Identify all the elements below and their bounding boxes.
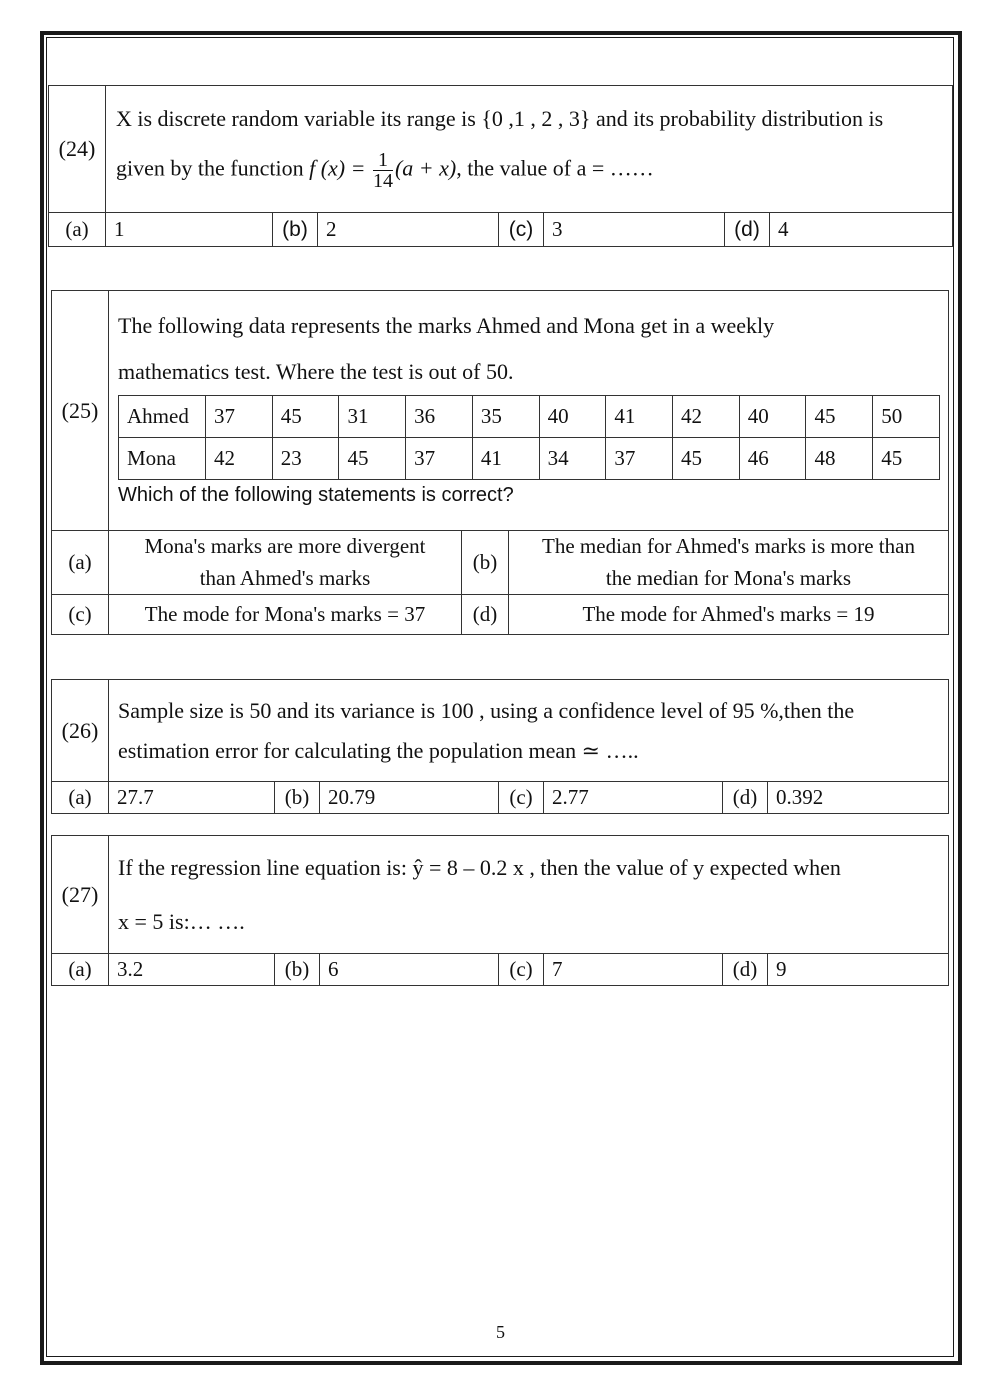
question-number: (25) [52, 291, 109, 531]
option-d-value[interactable]: 4 [770, 213, 953, 247]
option-b-value[interactable]: 20.79 [320, 782, 499, 814]
option-b-letter: (b) [462, 531, 509, 595]
cell: 50 [873, 395, 940, 437]
fraction [373, 150, 393, 191]
option-c-value[interactable]: 3 [544, 213, 725, 247]
cell: 45 [339, 437, 406, 479]
option-d-value[interactable]: 9 [768, 954, 949, 986]
option-b-line-2: the median for Mona's marks [605, 565, 852, 590]
cell: 37 [606, 437, 673, 479]
question-line-2: estimation error for calculating the population mean ≃ ….. [118, 737, 639, 763]
question-25 [51, 290, 949, 635]
cell: 45 [272, 395, 339, 437]
page-number: 5 [496, 1322, 505, 1342]
option-a-value[interactable] [109, 531, 462, 595]
question-prompt: Which of the following statements is correct? [118, 483, 514, 506]
question-line-1: X is discrete random variable its range is {0 ,1 , 2 , 3} and its probability distribution is [116, 105, 884, 131]
fraction-denominator: 14 [372, 169, 393, 192]
question-body [109, 291, 949, 531]
cell: 45 [873, 437, 940, 479]
question-27 [51, 835, 949, 986]
question-line-1: The following data represents the marks Ahmed and Mona get in a weekly [118, 312, 775, 338]
option-d-value[interactable]: The mode for Ahmed's marks = 19 [509, 595, 949, 635]
option-c-value[interactable]: 7 [544, 954, 723, 986]
question-line-2: x = 5 is:… …. [118, 908, 245, 934]
option-a-letter: (a) [52, 954, 109, 986]
question-number: (26) [52, 680, 109, 782]
option-d-letter: (d) [723, 782, 768, 814]
table-row-mona [119, 437, 940, 479]
cell: 36 [406, 395, 473, 437]
option-a-value[interactable]: 27.7 [109, 782, 275, 814]
cell: 42 [673, 395, 740, 437]
option-a-letter: (a) [52, 782, 109, 814]
option-c-letter: (c) [499, 782, 544, 814]
option-c-value[interactable]: The mode for Mona's marks = 37 [109, 595, 462, 635]
option-b-letter: (b) [273, 213, 318, 247]
option-b-line-1: The median for Ahmed's marks is more than [542, 534, 915, 558]
function-rhs: (a + x) [394, 155, 457, 181]
option-a-value[interactable]: 1 [106, 213, 273, 247]
question-number: (24) [49, 86, 106, 213]
row-label: Mona [119, 437, 206, 479]
option-d-letter: (d) [462, 595, 509, 635]
table-row-ahmed [119, 395, 940, 437]
cell: 46 [739, 437, 806, 479]
option-a-line-2: than Ahmed's marks [199, 565, 371, 590]
cell: 45 [806, 395, 873, 437]
question-line-2 [116, 150, 952, 191]
row-label: Ahmed [119, 395, 206, 437]
option-b-value[interactable]: 2 [318, 213, 499, 247]
cell: 45 [673, 437, 740, 479]
option-b-value[interactable]: 6 [320, 954, 499, 986]
question-lead: given by the function [116, 155, 310, 181]
option-b-letter: (b) [275, 782, 320, 814]
question-text [109, 836, 949, 954]
cell: 31 [339, 395, 406, 437]
question-line-1: If the regression line equation is: ŷ = 8 – 0.2 x , then the value of y expected when [118, 854, 841, 880]
option-a-letter: (a) [52, 531, 109, 595]
cell: 35 [472, 395, 539, 437]
question-tail: , the value of a = …… [456, 155, 654, 181]
cell: 37 [206, 395, 273, 437]
option-d-value[interactable]: 0.392 [768, 782, 949, 814]
question-line-1: Sample size is 50 and its variance is 100 , using a confidence level of 95 %,then the [118, 697, 855, 723]
option-a-line-1: Mona's marks are more divergent [144, 534, 426, 558]
question-24 [48, 85, 953, 247]
option-a-value[interactable]: 3.2 [109, 954, 275, 986]
option-b-value[interactable] [509, 531, 949, 595]
option-d-letter: (d) [725, 213, 770, 247]
cell: 34 [539, 437, 606, 479]
cell: 48 [806, 437, 873, 479]
cell: 41 [472, 437, 539, 479]
option-b-letter: (b) [275, 954, 320, 986]
option-c-letter: (c) [499, 954, 544, 986]
option-a-letter: (a) [49, 213, 106, 247]
function-lhs: f (x) = [309, 155, 371, 181]
question-number: (27) [52, 836, 109, 954]
option-c-value[interactable]: 2.77 [544, 782, 723, 814]
option-c-letter: (c) [499, 213, 544, 247]
cell: 40 [739, 395, 806, 437]
cell: 41 [606, 395, 673, 437]
cell: 23 [272, 437, 339, 479]
fraction-numerator: 1 [373, 150, 393, 171]
cell: 37 [406, 437, 473, 479]
option-d-letter: (d) [723, 954, 768, 986]
cell: 42 [206, 437, 273, 479]
question-line-2: mathematics test. Where the test is out of 50. [118, 358, 514, 384]
marks-table [118, 395, 940, 480]
question-26 [51, 679, 949, 814]
question-text [109, 680, 949, 782]
question-text [106, 86, 953, 213]
option-c-letter: (c) [52, 595, 109, 635]
cell: 40 [539, 395, 606, 437]
